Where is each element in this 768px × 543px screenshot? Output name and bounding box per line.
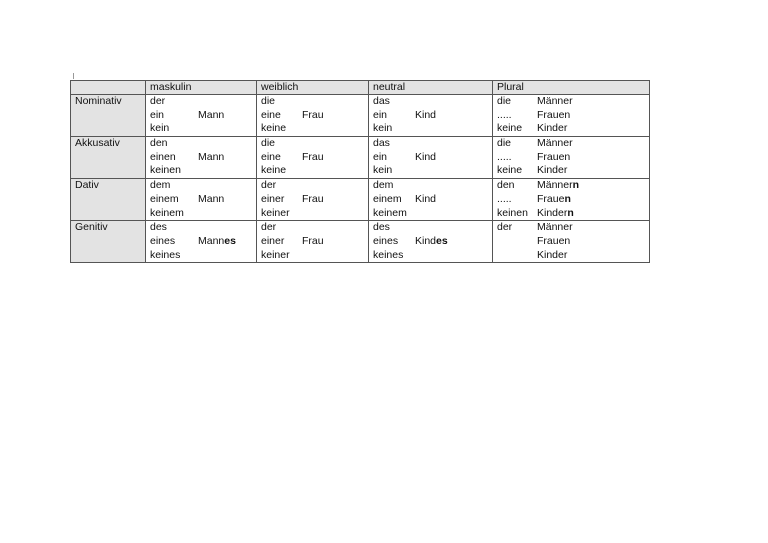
form-line — [373, 221, 488, 235]
form-line — [150, 109, 252, 123]
header-neutral: neutral — [369, 81, 493, 95]
form-line — [261, 207, 364, 221]
noun-stem: Männer — [537, 137, 573, 150]
article: keinem — [373, 206, 407, 219]
article: ein — [373, 150, 388, 163]
article: eines — [373, 234, 399, 247]
article: keinem — [150, 206, 184, 219]
article: der — [497, 221, 513, 234]
form-line — [261, 109, 364, 123]
form-line — [497, 179, 645, 193]
cell-neutral — [369, 221, 493, 263]
noun — [537, 95, 573, 109]
noun — [537, 164, 567, 178]
noun — [537, 137, 573, 151]
form-line — [261, 151, 364, 165]
cell-plural — [493, 137, 650, 179]
form-line — [373, 164, 488, 178]
noun — [302, 235, 324, 249]
article: die — [497, 95, 512, 107]
noun — [415, 235, 448, 249]
noun-stem: Männer — [537, 221, 573, 234]
form-line — [497, 164, 645, 178]
form-line — [150, 122, 252, 136]
form-line — [261, 95, 364, 109]
header-weiblich: weiblich — [257, 81, 369, 95]
cell-neutral — [369, 137, 493, 179]
form-line — [497, 95, 645, 109]
form-line — [373, 151, 488, 165]
article: der — [261, 221, 277, 234]
noun-stem: Fraue — [537, 192, 565, 205]
noun — [537, 207, 574, 221]
form-line — [373, 109, 488, 123]
noun-stem: Kinder — [537, 164, 568, 177]
noun-stem: Kind — [415, 234, 437, 247]
table-row — [71, 137, 650, 179]
article: einem — [150, 192, 179, 205]
form-line — [373, 235, 488, 249]
form-line — [373, 249, 488, 263]
noun-stem: Frauen — [537, 150, 571, 163]
article: der — [261, 179, 277, 192]
article: die — [497, 137, 512, 150]
noun — [198, 151, 224, 165]
noun-stem: Kind — [415, 108, 437, 121]
noun-stem: Kind — [415, 150, 437, 163]
article: ein — [150, 108, 165, 121]
form-line — [497, 137, 645, 151]
header-row — [71, 81, 650, 95]
form-line — [497, 193, 645, 207]
noun — [198, 235, 236, 249]
cell-maskulin — [146, 137, 257, 179]
article: den — [150, 137, 168, 150]
noun — [537, 151, 570, 165]
cell-maskulin — [146, 95, 257, 137]
declension-table — [70, 80, 650, 263]
form-line — [261, 221, 364, 235]
form-line — [150, 137, 252, 151]
noun-stem: Frau — [302, 108, 324, 121]
form-line — [261, 249, 364, 263]
noun-stem: Frau — [302, 234, 324, 247]
article: keine — [497, 122, 523, 135]
form-line — [150, 164, 252, 178]
case-label: Nominativ — [71, 95, 146, 137]
noun-ending: n — [572, 179, 580, 192]
article: keines — [150, 248, 181, 261]
noun — [302, 151, 324, 165]
form-line — [261, 235, 364, 249]
noun — [198, 109, 224, 123]
article: die — [261, 95, 276, 107]
article: kein — [373, 122, 393, 135]
form-line — [150, 193, 252, 207]
noun — [415, 193, 436, 207]
article: des — [373, 221, 390, 234]
cell-plural — [493, 221, 650, 263]
cell-maskulin — [146, 221, 257, 263]
form-line — [150, 221, 252, 235]
noun-stem: Frauen — [537, 234, 571, 247]
article: keine — [261, 164, 287, 177]
cell-neutral — [369, 179, 493, 221]
form-line — [497, 109, 645, 123]
form-line — [150, 235, 252, 249]
page-mark — [73, 73, 74, 79]
noun — [537, 122, 567, 136]
form-line — [373, 122, 488, 136]
case-label: Akkusativ — [71, 137, 146, 179]
article: ein — [373, 108, 388, 121]
noun — [537, 179, 579, 193]
article: dem — [150, 179, 171, 192]
form-line — [497, 151, 645, 165]
form-line — [373, 207, 488, 221]
noun — [198, 193, 224, 207]
form-line — [373, 137, 488, 151]
noun — [302, 109, 324, 123]
noun-ending: n — [564, 192, 571, 205]
form-line — [261, 137, 364, 151]
case-label: Dativ — [71, 179, 146, 221]
article: keinen — [497, 206, 528, 219]
article: des — [150, 221, 167, 234]
noun-stem: Mann — [198, 150, 225, 163]
cell-plural — [493, 179, 650, 221]
noun-stem: Frau — [302, 150, 324, 163]
cell-weiblich — [257, 221, 369, 263]
noun — [537, 221, 573, 235]
article: die — [261, 137, 276, 150]
form-line — [261, 122, 364, 136]
article: ..... — [497, 192, 512, 205]
article: keine — [261, 122, 287, 135]
header-maskulin: maskulin — [146, 81, 257, 95]
form-line — [497, 207, 645, 221]
form-line — [373, 193, 488, 207]
cell-neutral — [369, 95, 493, 137]
noun-stem: Mann — [198, 108, 225, 121]
cell-plural — [493, 95, 650, 137]
noun-stem: Kind — [415, 192, 437, 205]
form-line — [261, 179, 364, 193]
form-line — [150, 207, 252, 221]
article: das — [373, 95, 390, 107]
form-line — [150, 249, 252, 263]
form-line — [150, 151, 252, 165]
noun-stem: Männer — [537, 95, 573, 107]
noun — [537, 249, 567, 263]
table-row — [71, 221, 650, 263]
noun-stem: Mann — [198, 234, 225, 247]
article: das — [373, 137, 390, 150]
form-line — [261, 164, 364, 178]
form-line — [150, 179, 252, 193]
article: kein — [150, 122, 170, 135]
form-line — [261, 193, 364, 207]
article: dem — [373, 179, 394, 192]
article: ..... — [497, 108, 512, 121]
article: keines — [373, 248, 404, 261]
cell-maskulin — [146, 179, 257, 221]
article: einem — [373, 192, 402, 205]
article: der — [150, 95, 166, 107]
noun-stem: Kinder — [537, 248, 568, 261]
article: einen — [150, 150, 176, 163]
noun — [537, 109, 570, 123]
article: einer — [261, 192, 285, 205]
table-row — [71, 95, 650, 137]
noun-stem: Kinder — [537, 122, 568, 135]
article: keiner — [261, 248, 290, 261]
article: ..... — [497, 150, 512, 163]
article: eines — [150, 234, 176, 247]
noun-stem: Männer — [537, 179, 573, 192]
noun-stem: Kinder — [537, 206, 568, 219]
noun — [415, 109, 436, 123]
cell-weiblich — [257, 137, 369, 179]
form-line — [373, 95, 488, 109]
noun-stem: Frau — [302, 192, 324, 205]
form-line — [497, 249, 645, 263]
article: einer — [261, 234, 285, 247]
noun-ending: n — [567, 206, 574, 219]
table-row — [71, 179, 650, 221]
article: den — [497, 179, 515, 192]
form-line — [497, 235, 645, 249]
noun-ending: es — [436, 234, 448, 247]
noun-stem: Frauen — [537, 108, 571, 121]
case-label: Genitiv — [71, 221, 146, 263]
noun — [537, 193, 571, 207]
form-line — [497, 221, 645, 235]
article: kein — [373, 164, 393, 177]
cell-weiblich — [257, 179, 369, 221]
form-line — [497, 122, 645, 136]
article: keinen — [150, 164, 181, 177]
form-line — [373, 179, 488, 193]
noun-stem: Mann — [198, 192, 225, 205]
article: keine — [497, 164, 523, 177]
noun — [415, 151, 436, 165]
article: eine — [261, 150, 281, 163]
noun-ending: es — [224, 234, 236, 247]
header-plural: Plural — [493, 81, 650, 95]
noun — [537, 235, 570, 249]
form-line — [150, 95, 252, 109]
noun — [302, 193, 324, 207]
article: eine — [261, 108, 281, 121]
corner-cell — [71, 81, 146, 95]
cell-weiblich — [257, 95, 369, 137]
article: keiner — [261, 206, 290, 219]
